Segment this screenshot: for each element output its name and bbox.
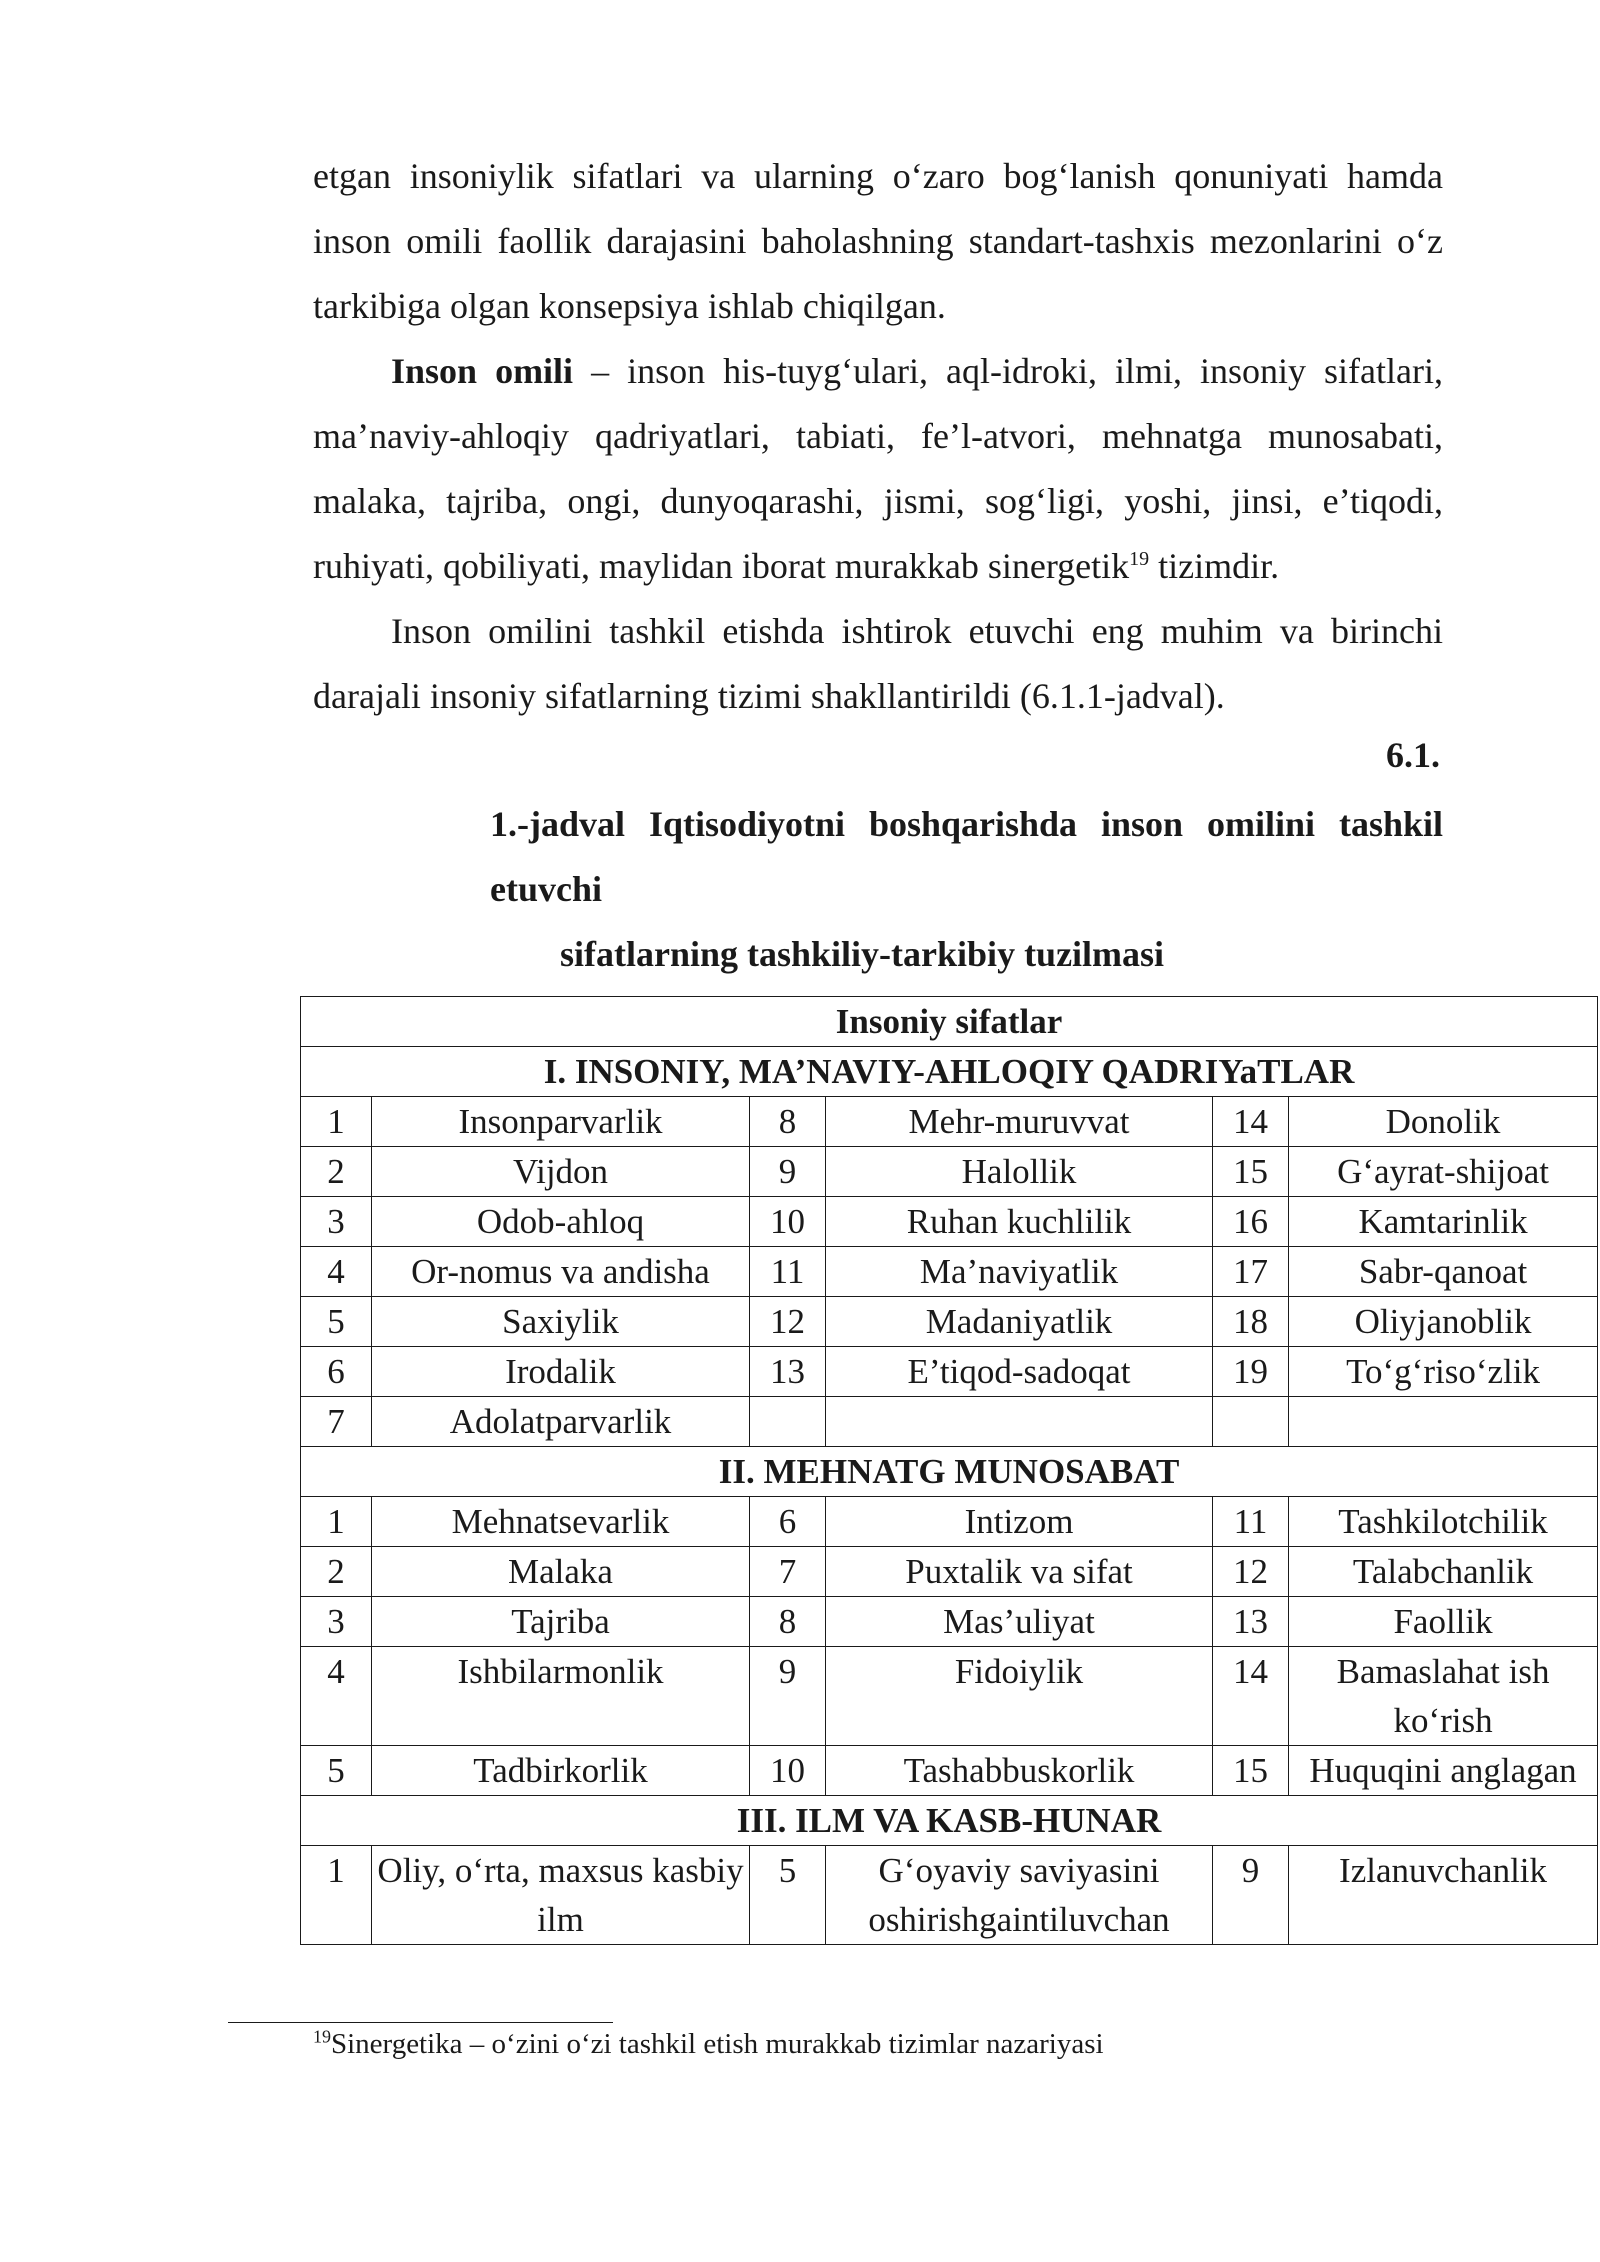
paragraph-1: etgan insoniylik sifatlari va ularning o‘zaro bog‘lanish qonuniyati hamda inson omili faollik darajasini baholashning standart-tashxis mezonlarini o‘z tarkibiga olgan konsepsiya ishlab chiqilgan. bbox=[313, 156, 1443, 326]
table-row bbox=[301, 1397, 1598, 1447]
section-title-row-cell: III. ILM VA KASB-HUNAR bbox=[301, 1796, 1598, 1846]
table-row bbox=[301, 1746, 1598, 1796]
quality-cell: Tajriba bbox=[372, 1597, 750, 1647]
footnote-separator bbox=[228, 2022, 613, 2023]
quality-cell: Fidoiylik bbox=[826, 1647, 1213, 1746]
quality-cell: G‘oyaviy saviyasini oshirishgaintiluvchan bbox=[826, 1846, 1213, 1945]
quality-cell: Saxiylik bbox=[372, 1297, 750, 1347]
quality-cell: Oliy, o‘rta, maxsus kasbiy ilm bbox=[372, 1846, 750, 1945]
quality-cell: Huquqini anglagan bbox=[1289, 1746, 1598, 1796]
quality-cell: Mehnatsevarlik bbox=[372, 1497, 750, 1547]
section-title-row bbox=[301, 1796, 1598, 1846]
section-title-row bbox=[301, 1047, 1598, 1097]
row-number-cell: 1 bbox=[301, 1846, 372, 1945]
row-number-cell: 1 bbox=[301, 1497, 372, 1547]
row-number-cell: 8 bbox=[750, 1597, 826, 1647]
quality-cell: Faollik bbox=[1289, 1597, 1598, 1647]
table-row bbox=[301, 1247, 1598, 1297]
table-row bbox=[301, 1547, 1598, 1597]
quality-cell: Donolik bbox=[1289, 1097, 1598, 1147]
row-number-cell: 4 bbox=[301, 1247, 372, 1297]
row-number-cell: 14 bbox=[1213, 1097, 1289, 1147]
quality-cell: Vijdon bbox=[372, 1147, 750, 1197]
quality-cell: Odob-ahloq bbox=[372, 1197, 750, 1247]
row-number-cell: 5 bbox=[750, 1846, 826, 1945]
row-number-cell: 6 bbox=[301, 1347, 372, 1397]
footnote bbox=[313, 2026, 1104, 2062]
quality-cell bbox=[826, 1397, 1213, 1447]
table-row bbox=[301, 1097, 1598, 1147]
row-number-cell: 18 bbox=[1213, 1297, 1289, 1347]
quality-cell: To‘g‘riso‘zlik bbox=[1289, 1347, 1598, 1397]
row-number-cell: 2 bbox=[301, 1547, 372, 1597]
quality-cell: Mehr-muruvvat bbox=[826, 1097, 1213, 1147]
quality-cell: Puxtalik va sifat bbox=[826, 1547, 1213, 1597]
table-row bbox=[301, 1297, 1598, 1347]
paragraph-2-text: – inson his-tuyg‘ulari, aql-idroki, ilmi, insoniy sifatlari, ma’naviy-ahloqiy qadriyatlari, tabiati, fe’l-atvori, mehnatga munosabati, malaka, tajriba, ongi, dunyoqarashi, jismi, sog‘ligi, yoshi, jinsi, e’tiqodi, ruhiyati, qobiliyati, maylidan iborat murakkab sinergetik bbox=[313, 351, 1443, 586]
quality-cell: Bamaslahat ish ko‘rish bbox=[1289, 1647, 1598, 1746]
quality-cell: Talabchanlik bbox=[1289, 1547, 1598, 1597]
quality-cell: Tashkilotchilik bbox=[1289, 1497, 1598, 1547]
row-number-cell: 4 bbox=[301, 1647, 372, 1746]
row-number-cell: 15 bbox=[1213, 1147, 1289, 1197]
row-number-cell: 7 bbox=[750, 1547, 826, 1597]
row-number-cell: 5 bbox=[301, 1746, 372, 1796]
table-caption-line2: sifatlarning tashkiliy-tarkibiy tuzilmasi bbox=[560, 934, 1165, 974]
section-title-row-cell: II. MEHNATG MUNOSABAT bbox=[301, 1447, 1598, 1497]
row-number-cell: 15 bbox=[1213, 1746, 1289, 1796]
quality-cell: Intizom bbox=[826, 1497, 1213, 1547]
row-number-cell: 6 bbox=[750, 1497, 826, 1547]
paragraph-2-end: tizimdir. bbox=[1149, 546, 1280, 586]
qualities-table bbox=[300, 996, 1598, 1945]
quality-cell: Sabr-qanoat bbox=[1289, 1247, 1598, 1297]
row-number-cell bbox=[750, 1397, 826, 1447]
quality-cell: Kamtarinlik bbox=[1289, 1197, 1598, 1247]
table-header-row-cell: Insoniy sifatlar bbox=[301, 997, 1598, 1047]
row-number-cell: 10 bbox=[750, 1746, 826, 1796]
quality-cell: Ma’naviyatlik bbox=[826, 1247, 1213, 1297]
row-number-cell: 14 bbox=[1213, 1647, 1289, 1746]
row-number-cell: 11 bbox=[750, 1247, 826, 1297]
row-number-cell: 5 bbox=[301, 1297, 372, 1347]
row-number-cell: 1 bbox=[301, 1097, 372, 1147]
paragraph-3: Inson omilini tashkil etishda ishtirok etuvchi eng muhim va birinchi darajali insoniy sifatlarning tizimi shakllantirildi (6.1.1-jadval). bbox=[313, 611, 1443, 716]
quality-cell: Madaniyatlik bbox=[826, 1297, 1213, 1347]
row-number-cell: 3 bbox=[301, 1197, 372, 1247]
row-number-cell: 9 bbox=[1213, 1846, 1289, 1945]
row-number-cell: 13 bbox=[1213, 1597, 1289, 1647]
footnote-text: Sinergetika – o‘zini o‘zi tashkil etish murakkab tizimlar nazariyasi bbox=[331, 2028, 1104, 2060]
quality-cell: Or-nomus va andisha bbox=[372, 1247, 750, 1297]
section-title-row bbox=[301, 1447, 1598, 1497]
row-number-cell: 13 bbox=[750, 1347, 826, 1397]
table-row bbox=[301, 1597, 1598, 1647]
term-inson-omili: Inson omili bbox=[391, 351, 574, 391]
quality-cell: Ruhan kuchlilik bbox=[826, 1197, 1213, 1247]
footnote-number: 19 bbox=[313, 2026, 331, 2047]
quality-cell: Insonparvarlik bbox=[372, 1097, 750, 1147]
quality-cell: Tadbirkorlik bbox=[372, 1746, 750, 1796]
quality-cell: G‘ayrat-shijoat bbox=[1289, 1147, 1598, 1197]
row-number-cell: 12 bbox=[750, 1297, 826, 1347]
quality-cell: Irodalik bbox=[372, 1347, 750, 1397]
row-number-cell: 2 bbox=[301, 1147, 372, 1197]
table-row bbox=[301, 1497, 1598, 1547]
paragraph-2 bbox=[313, 339, 1443, 599]
row-number-cell: 8 bbox=[750, 1097, 826, 1147]
table-header-row bbox=[301, 997, 1598, 1047]
table-row bbox=[301, 1846, 1598, 1945]
footnote-ref[interactable]: 19 bbox=[1129, 548, 1150, 570]
row-number-cell: 9 bbox=[750, 1147, 826, 1197]
body-text bbox=[313, 144, 1443, 729]
qualities-table-body bbox=[301, 997, 1598, 1945]
section-title-row-cell: I. INSONIY, MA’NAVIY-AHLOQIY QADRIYaTLAR bbox=[301, 1047, 1598, 1097]
row-number-cell: 11 bbox=[1213, 1497, 1289, 1547]
row-number-cell: 17 bbox=[1213, 1247, 1289, 1297]
quality-cell: E’tiqod-sadoqat bbox=[826, 1347, 1213, 1397]
row-number-cell: 9 bbox=[750, 1647, 826, 1746]
table-row bbox=[301, 1147, 1598, 1197]
row-number-cell: 19 bbox=[1213, 1347, 1289, 1397]
row-number-cell: 3 bbox=[301, 1597, 372, 1647]
quality-cell: Malaka bbox=[372, 1547, 750, 1597]
table-row bbox=[301, 1647, 1598, 1746]
quality-cell: Izlanuvchanlik bbox=[1289, 1846, 1598, 1945]
quality-cell bbox=[1289, 1397, 1598, 1447]
quality-cell: Halollik bbox=[826, 1147, 1213, 1197]
table-row bbox=[301, 1347, 1598, 1397]
table-caption-line1: 1.-jadval Iqtisodiyotni boshqarishda inson omilini tashkil etuvchi bbox=[490, 804, 1443, 909]
row-number-cell: 12 bbox=[1213, 1547, 1289, 1597]
quality-cell: Oliyjanoblik bbox=[1289, 1297, 1598, 1347]
quality-cell: Tashabbuskorlik bbox=[826, 1746, 1213, 1796]
quality-cell: Adolatparvarlik bbox=[372, 1397, 750, 1447]
row-number-cell bbox=[1213, 1397, 1289, 1447]
row-number-cell: 10 bbox=[750, 1197, 826, 1247]
quality-cell: Ishbilarmonlik bbox=[372, 1647, 750, 1746]
table-number: 6.1. bbox=[1386, 735, 1440, 775]
row-number-cell: 16 bbox=[1213, 1197, 1289, 1247]
quality-cell: Mas’uliyat bbox=[826, 1597, 1213, 1647]
table-row bbox=[301, 1197, 1598, 1247]
row-number-cell: 7 bbox=[301, 1397, 372, 1447]
